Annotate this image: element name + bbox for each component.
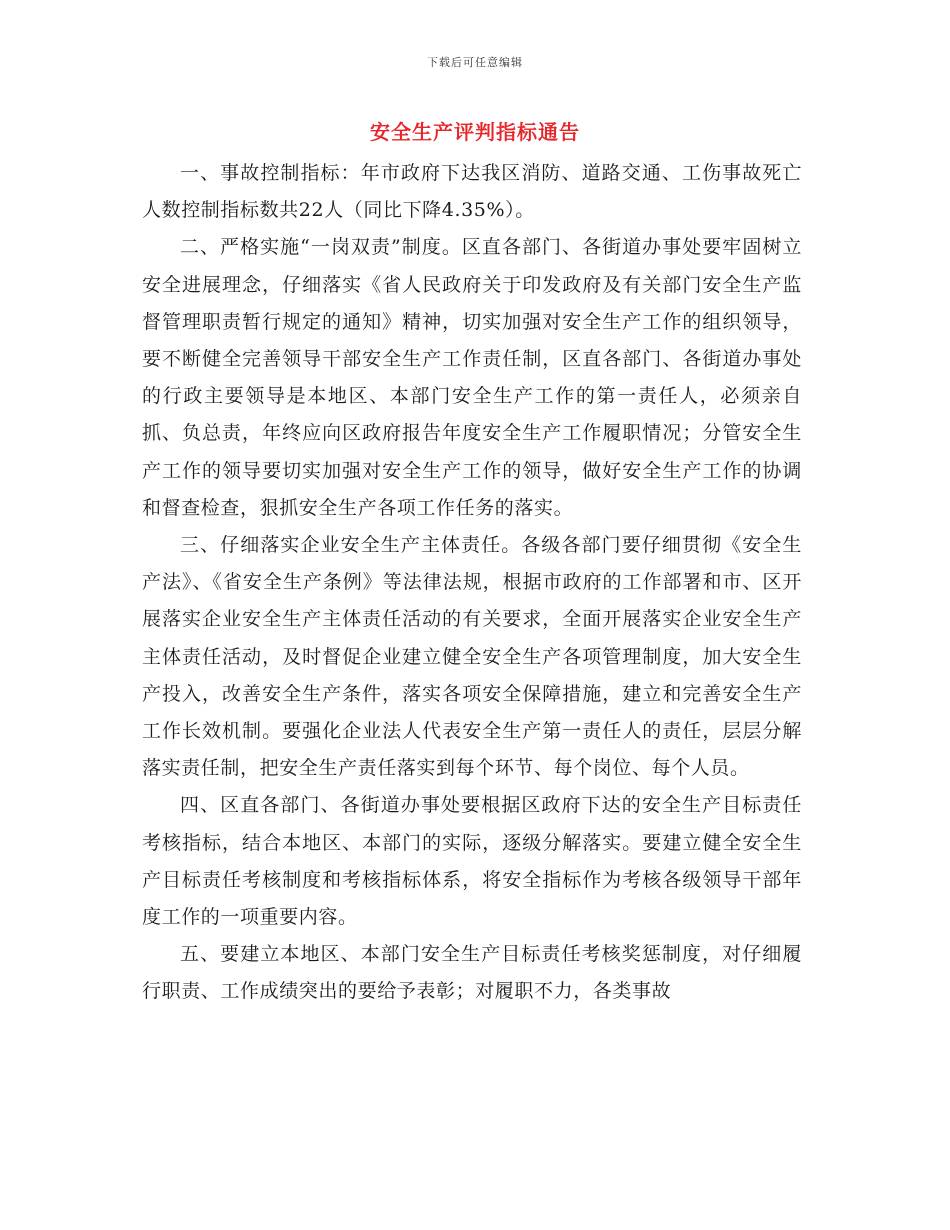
paragraph-5: 五、要建立本地区、本部门安全生产目标责任考核奖惩制度，对仔细履行职责、工作成绩突出的要给予表彰；对履职不力，各类事故 [142, 943, 802, 1003]
document-body [142, 155, 802, 1011]
paragraph-2: 二、严格实施“一岗双责”制度。区直各部门、各街道办事处要牢固树立安全进展理念，仔细落实《省人民政府关于印发政府及有关部门安全生产监督管理职责暂行规定的通知》精神，切实加强对安全生产工作的组织领导，要不断健全完善领导干部安全生产工作责任制，区直各部门、各街道办事处的行政主要领导是本地区、本部门安全生产工作的第一责任人，必须亲自抓、负总责，年终应向区政府报告年度安全生产工作履职情况；分管安全生产工作的领导要切实加强对安全生产工作的领导，做好安全生产工作的协调和督查检查，狠抓安全生产各项工作任务的落实。 [142, 236, 802, 519]
paragraph-4: 四、区直各部门、各街道办事处要根据区政府下达的安全生产目标责任考核指标，结合本地区、本部门的实际，逐级分解落实。要建立健全安全生产目标责任考核制度和考核指标体系，将安全指标作为考核各级领导干部年度工作的一项重要内容。 [142, 794, 802, 929]
paragraph-1: 一、事故控制指标：年市政府下达我区消防、道路交通、工伤事故死亡人数控制指标数共22人（同比下降4.35%）。 [142, 162, 802, 222]
paragraph-3: 三、仔细落实企业安全生产主体责任。各级各部门要仔细贯彻《安全生产法》、《省安全生产条例》等法律法规，根据市政府的工作部署和市、区开展落实企业安全生产主体责任活动的有关要求，全面开展落实企业安全生产主体责任活动，及时督促企业建立健全安全生产各项管理制度，加大安全生产投入，改善安全生产条件，落实各项安全保障措施，建立和完善安全生产工作长效机制。要强化企业法人代表安全生产第一责任人的责任，层层分解落实责任制，把安全生产责任落实到每个环节、每个岗位、每个人员。 [142, 534, 802, 780]
document-title: 安全生产评判指标通告 [370, 120, 580, 144]
page-header: 下载后可任意编辑 [427, 56, 523, 69]
